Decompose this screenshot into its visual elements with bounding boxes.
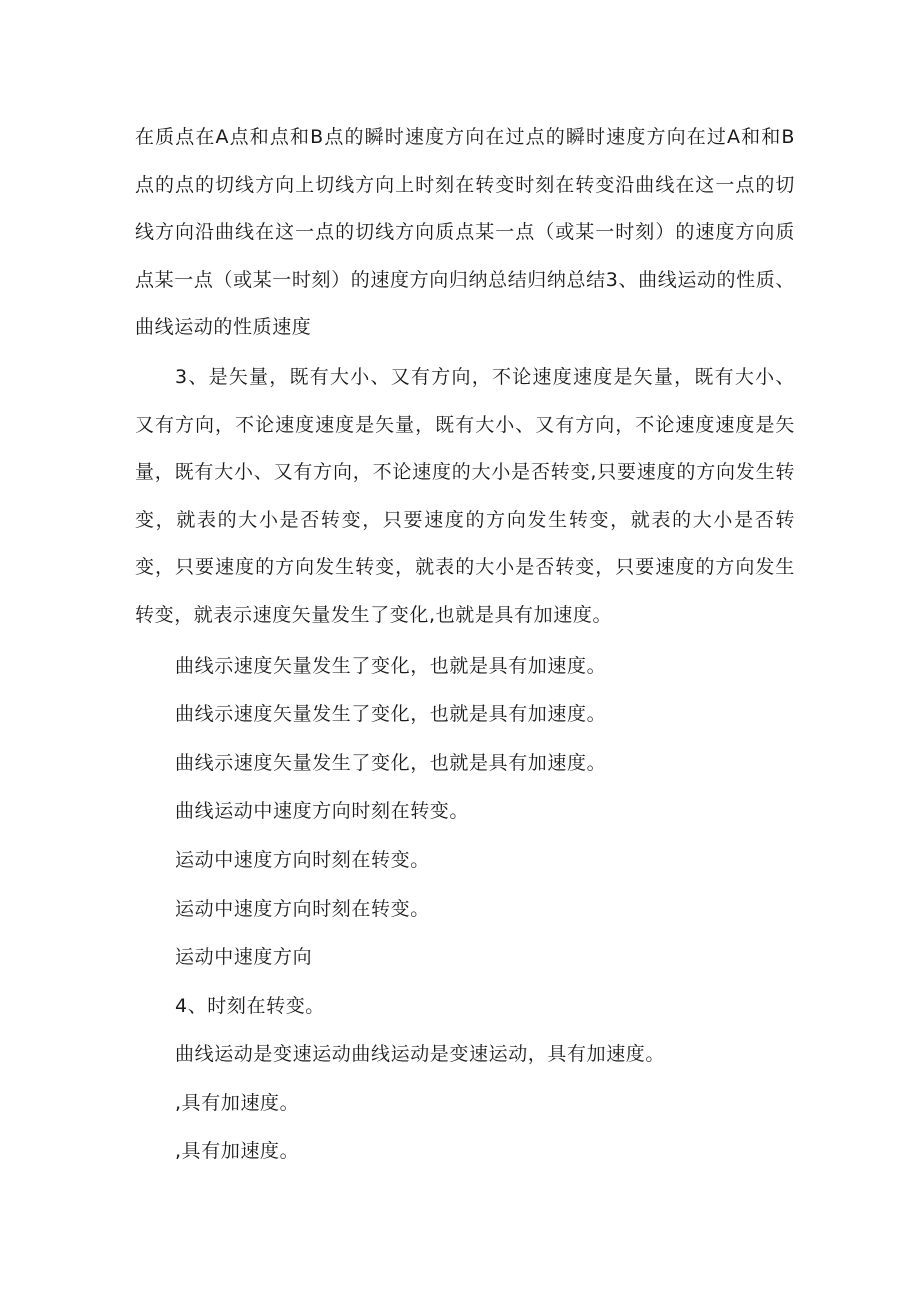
- text-line-2: 曲线示速度矢量发生了变化，也就是具有加速度。: [175, 703, 607, 726]
- text-line-7: 运动中速度方向: [175, 946, 313, 969]
- paragraph-1: 在质点在A点和点和B点的瞬时速度方向在过点的瞬时速度方向在过A和和B点的点的切线方向上切线方向上时刻在转变时刻在转变沿曲线在这一点的切线方向沿曲线在这一点的切线方向质点某一点（或某一时刻）的速度方向质点某一点（或某一时刻）的速度方向归纳总结归纳总结3、曲线运动的性质、曲线运动的性质速度: [135, 126, 795, 339]
- text-line-4: 曲线运动中速度方向时刻在转变。: [175, 800, 470, 823]
- text-line-11: ,具有加速度。: [175, 1140, 300, 1163]
- text-line-8: 4、时刻在转变。: [175, 994, 325, 1017]
- document-body: [135, 114, 795, 1176]
- text-line-9: 曲线运动是变速运动曲线运动是变速运动，具有加速度。: [175, 1043, 666, 1066]
- text-line-6: 运动中速度方向时刻在转变。: [175, 897, 430, 920]
- text-line-5: 运动中速度方向时刻在转变。: [175, 848, 430, 871]
- paragraph-2: 3、是矢量，既有大小、又有方向，不论速度速度是矢量，既有大小、又有方向，不论速度速度是矢量，既有大小、又有方向，不论速度速度是矢量，既有大小、又有方向，不论速度的大小是否转变,只要速度的方向发生转变，就表的大小是否转变，只要速度的方向发生转变，就表的大小是否转变，只要速度的方向发生转变，就表的大小是否转变，只要速度的方向发生转变，就表示速度矢量发生了变化,也就是具有加速度。: [135, 365, 795, 626]
- text-line-10: ,具有加速度。: [175, 1091, 300, 1114]
- text-line-3: 曲线示速度矢量发生了变化，也就是具有加速度。: [175, 751, 607, 774]
- text-line-1: 曲线示速度矢量发生了变化，也就是具有加速度。: [175, 654, 607, 677]
